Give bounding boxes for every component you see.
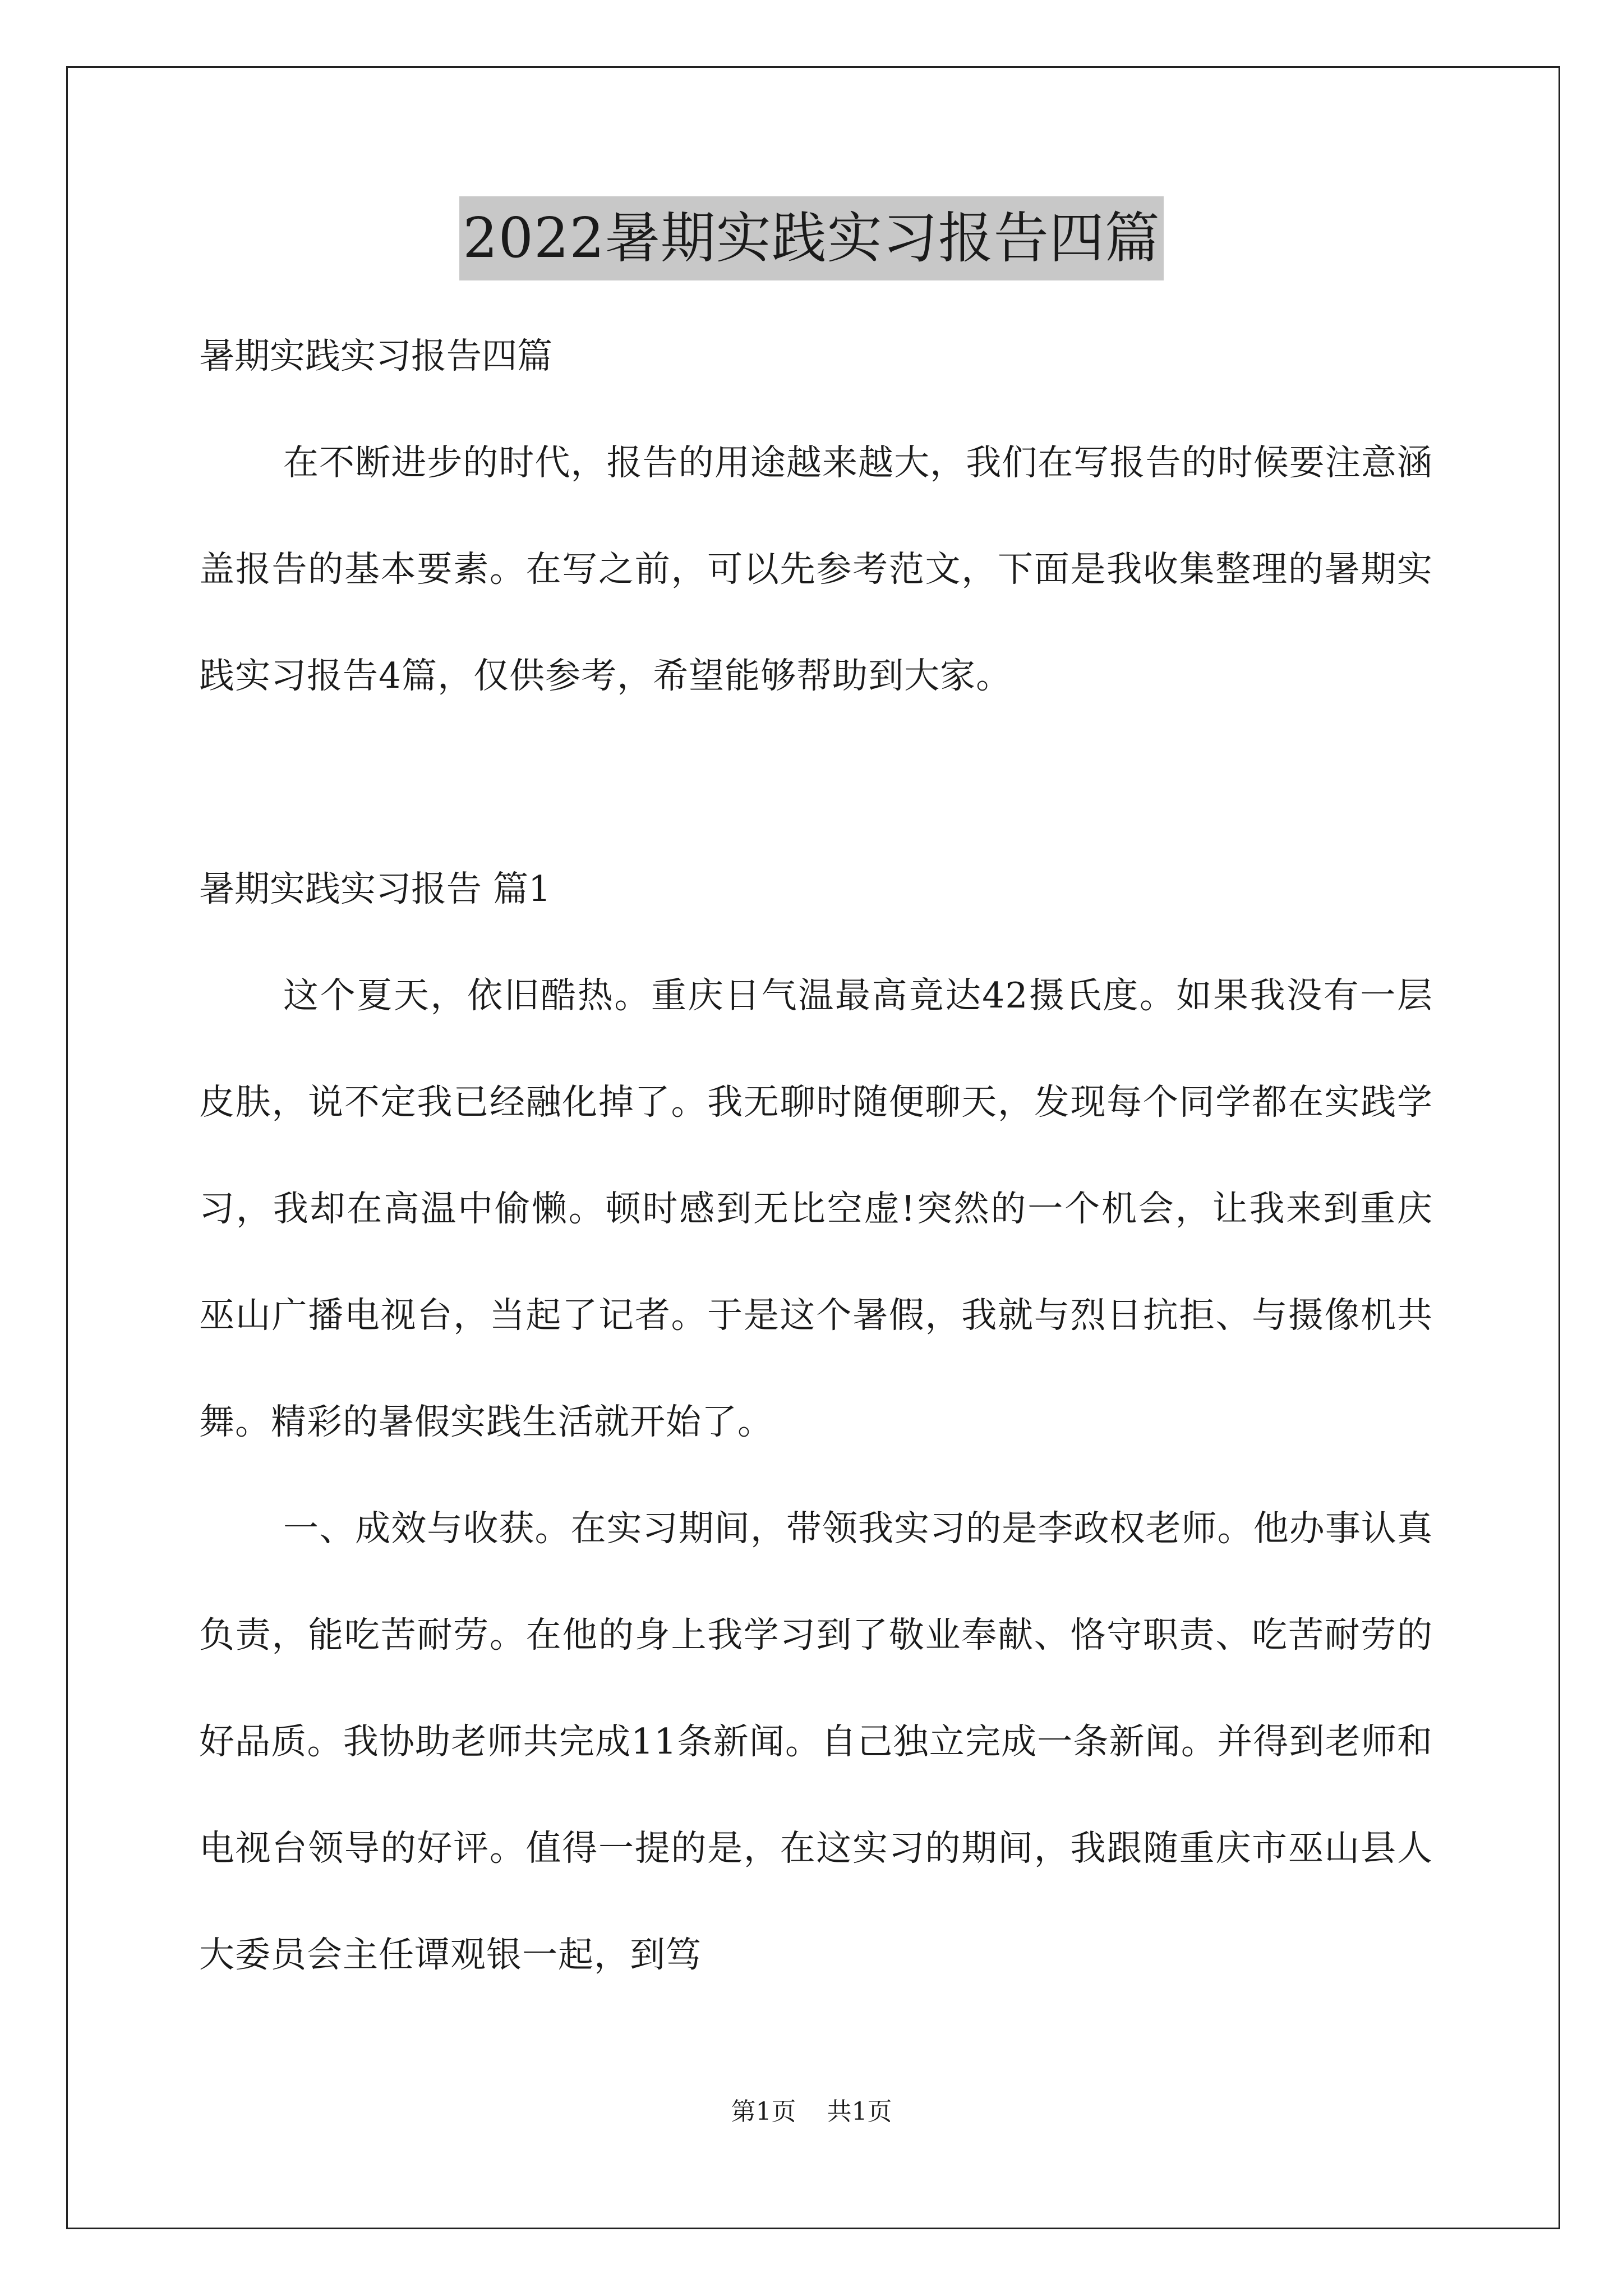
intro-paragraph: 在不断进步的时代，报告的用途越来越大，我们在写报告的时候要注意涵盖报告的基本要素。在写之前，可以先参考范文，下面是我收集整理的暑期实践实习报告4篇，仅供参考，希望能够帮助到大家。 xyxy=(199,442,1433,696)
section-heading: 暑期实践实习报告 篇1 xyxy=(199,868,551,909)
section-spacer xyxy=(199,729,1433,836)
document-body xyxy=(199,303,1433,2008)
body-paragraph: 一、成效与收获。在实习期间，带领我实习的是李政权老师。他办事认真负责，能吃苦耐劳。在他的身上我学习到了敬业奉献、恪守职责、吃苦耐劳的好品质。我协助老师共完成11条新闻。自己独立完成一条新闻。并得到老师和电视台领导的好评。值得一提的是，在这实习的期间，我跟随重庆市巫山县人大委员会主任谭观银一起，到笃 xyxy=(199,1508,1433,1975)
document-subtitle: 暑期实践实习报告四篇 xyxy=(199,335,552,376)
page-total: 共1页 xyxy=(827,2097,892,2126)
document-title: 2022暑期实践实习报告四篇 xyxy=(459,196,1163,280)
document-title-wrap xyxy=(0,196,1623,280)
page-number: 第1页 xyxy=(731,2097,796,2126)
page-footer xyxy=(0,2095,1623,2129)
body-paragraph: 这个夏天，依旧酷热。重庆日气温最高竟达42摄氏度。如果我没有一层皮肤，说不定我已经融化掉了。我无聊时随便聊天，发现每个同学都在实践学习，我却在高温中偷懒。顿时感到无比空虚!突然的一个机会，让我来到重庆巫山广播电视台，当起了记者。于是这个暑假，我就与烈日抗拒、与摄像机共舞。精彩的暑假实践生活就开始了。 xyxy=(199,975,1433,1442)
